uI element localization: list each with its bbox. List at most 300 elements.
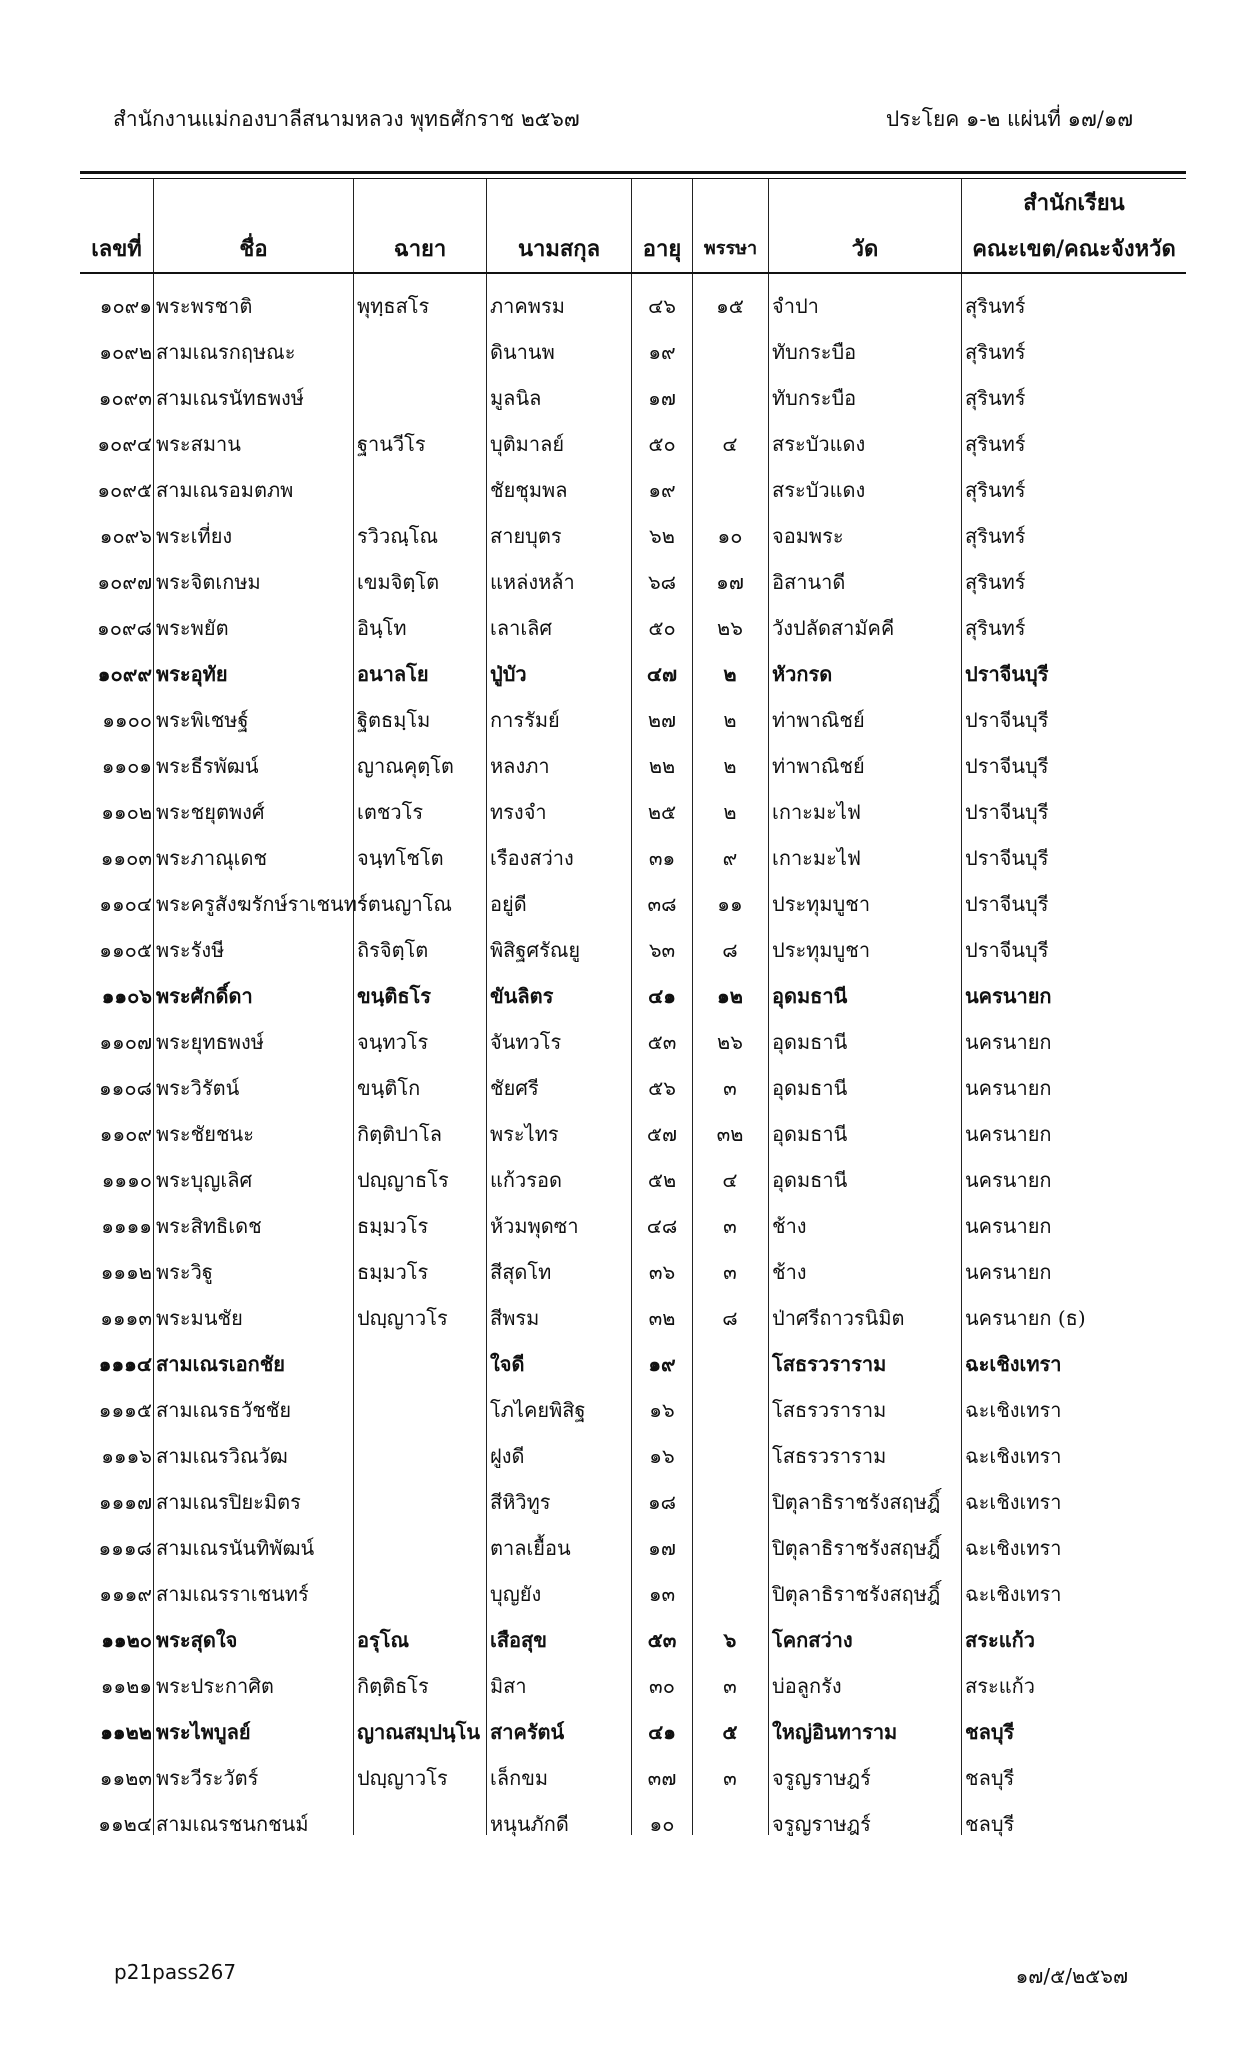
cell-office: ปราจีนบุรี (965, 800, 1049, 824)
cell-surname: ตาลเยื้อน (490, 1536, 571, 1560)
cell-office: ฉะเชิงเทรา (965, 1444, 1062, 1468)
cell-no: ๑๐๙๒ (99, 340, 152, 364)
cell-chaya: ปญฺญาวโร (357, 1766, 448, 1790)
cell-wat: ประทุมบูชา (772, 892, 871, 916)
table-row (80, 372, 1186, 418)
table-row (80, 418, 1186, 464)
table-row (80, 280, 1186, 326)
cell-no: ๑๑๐๒ (101, 800, 152, 824)
cell-surname: ชัยชุมพล (490, 478, 568, 502)
column-header-name: ชื่อ (239, 236, 268, 262)
cell-surname: บุติมาลย์ (490, 432, 565, 456)
table-row (80, 1522, 1186, 1568)
cell-name: สามเณรเอกชัย (156, 1352, 286, 1376)
cell-pansa: ๑๗ (716, 570, 744, 594)
cell-age: ๑๓ (648, 1582, 676, 1606)
table-row (80, 694, 1186, 740)
cell-name: สามเณรปิยะมิตร (156, 1490, 301, 1514)
cell-age: ๑๙ (648, 478, 676, 502)
cell-office: สุรินทร์ (965, 432, 1026, 456)
cell-wat: หัวกรด (772, 662, 833, 686)
cell-office: ปราจีนบุรี (965, 938, 1049, 962)
document-header-left: สำนักงานแม่กองบาลีสนามหลวง พุทธศักราช ๒๕๖๗ (113, 107, 580, 131)
cell-wat: โสธรวราราม (772, 1444, 887, 1468)
cell-no: ๑๑๑๖ (101, 1444, 152, 1468)
results-table (80, 179, 1186, 1835)
cell-age: ๑๗ (648, 386, 676, 410)
cell-name: พระสมาน (156, 432, 241, 456)
cell-no: ๑๑๐๐ (102, 708, 152, 732)
cell-wat: อิสานาดี (772, 570, 846, 594)
table-row (80, 648, 1186, 694)
cell-pansa: ๒ (723, 708, 737, 732)
column-header-pansa: พรรษา (703, 238, 758, 259)
cell-chaya: ปญฺญาวโร (357, 1306, 448, 1330)
cell-surname: มิสา (490, 1674, 527, 1698)
cell-age: ๑๙ (648, 1352, 676, 1376)
cell-age: ๓๖ (648, 1260, 676, 1284)
cell-chaya: ธมฺมวโร (357, 1214, 429, 1238)
cell-surname: ชัยศรี (490, 1076, 539, 1100)
cell-no: ๑๑๑๓ (100, 1306, 152, 1330)
header-bottom-rule (80, 272, 1186, 274)
cell-pansa: ๒๖ (717, 616, 743, 640)
cell-office: สุรินทร์ (965, 478, 1026, 502)
cell-age: ๔๘ (646, 1214, 678, 1238)
cell-name: พระยุทธพงษ์ (156, 1030, 264, 1054)
cell-name: พระภาณุเดช (156, 846, 268, 870)
cell-wat: โคกสว่าง (772, 1628, 853, 1652)
table-row (80, 556, 1186, 602)
cell-office: สุรินทร์ (965, 386, 1026, 410)
cell-no: ๑๑๐๑ (101, 754, 152, 778)
cell-wat: โสธรวราราม (772, 1352, 887, 1376)
document-header-right: ประโยค ๑-๒ แผ่นที่ ๑๗/๑๗ (885, 107, 1133, 131)
table-row (80, 602, 1186, 648)
cell-office: นครนายก (965, 1030, 1052, 1054)
cell-age: ๑๖ (649, 1444, 675, 1468)
cell-pansa: ๓ (723, 1260, 737, 1284)
cell-name: พระไพบูลย์ (156, 1720, 251, 1744)
cell-pansa: ๘ (722, 938, 738, 962)
table-row (80, 1062, 1186, 1108)
cell-wat: จำปา (772, 294, 819, 318)
cell-surname: พิสิฐศรัณยู (490, 938, 581, 962)
cell-surname: บุญยัง (490, 1582, 542, 1606)
cell-name: สามเณรธวัชชัย (156, 1398, 292, 1422)
cell-office: ปราจีนบุรี (965, 708, 1049, 732)
cell-pansa: ๑๐ (717, 524, 743, 548)
table-row (80, 1292, 1186, 1338)
cell-no: ๑๐๙๔ (97, 432, 152, 456)
cell-office: นครนายก (ธ) (965, 1306, 1086, 1330)
cell-name: สามเณรนัทธพงษ์ (156, 386, 304, 410)
cell-chaya: รวิวณฺโณ (357, 524, 439, 548)
cell-age: ๕๐ (648, 616, 676, 640)
cell-surname: แก้วรอด (490, 1168, 562, 1192)
cell-name: พระพรชาติ (156, 294, 253, 318)
cell-wat: สระบัวแดง (772, 478, 866, 502)
cell-chaya: ฐานวีโร (357, 432, 426, 456)
cell-age: ๔๑ (648, 1720, 676, 1744)
table-row (80, 1246, 1186, 1292)
cell-office: ฉะเชิงเทรา (965, 1536, 1062, 1560)
cell-age: ๑๐ (649, 1812, 675, 1836)
cell-wat: ทับกระบือ (772, 340, 857, 364)
cell-name: พระจิตเกษม (156, 570, 261, 594)
table-row (80, 326, 1186, 372)
cell-office: ฉะเชิงเทรา (965, 1490, 1062, 1514)
cell-office: สุรินทร์ (965, 294, 1026, 318)
cell-name: สามเณรกฤษณะ (156, 340, 296, 364)
cell-name: พระสุดใจ (156, 1628, 238, 1652)
cell-office: นครนายก (965, 1260, 1052, 1284)
cell-office: นครนายก (965, 1076, 1052, 1100)
cell-office: สุรินทร์ (965, 616, 1026, 640)
cell-pansa: ๑๑ (717, 892, 743, 916)
table-row (80, 740, 1186, 786)
cell-pansa: ๖ (723, 1628, 737, 1652)
cell-wat: ท่าพาณิชย์ (772, 708, 865, 732)
cell-surname: ทรงจำ (490, 800, 547, 824)
cell-pansa: ๓ (723, 1076, 737, 1100)
table-body (80, 280, 1186, 1844)
cell-name: พระศักดิ์ดา (156, 984, 253, 1008)
cell-office: ฉะเชิงเทรา (965, 1582, 1062, 1606)
cell-office: ชลบุรี (965, 1766, 1015, 1790)
cell-name: พระวิฐู (156, 1260, 213, 1284)
cell-wat: ปิตุลาธิราชรังสฤษฎิ์ (772, 1490, 941, 1514)
cell-pansa: ๓ (723, 1674, 737, 1698)
cell-pansa: ๒๖ (717, 1030, 743, 1054)
cell-age: ๓๐ (649, 1674, 675, 1698)
cell-wat: ประทุมบูชา (772, 938, 871, 962)
table-row (80, 1384, 1186, 1430)
cell-office: ปราจีนบุรี (965, 662, 1049, 686)
cell-no: ๑๑๐๔ (99, 892, 152, 916)
cell-name: พระประกาศิต (156, 1674, 274, 1698)
table-row (80, 1016, 1186, 1062)
cell-wat: อุดมธานี (772, 1122, 848, 1146)
cell-name: พระสิทธิเดช (156, 1214, 262, 1238)
cell-surname: เสือสุข (490, 1628, 547, 1652)
cell-surname: สาครัตน์ (490, 1720, 565, 1744)
cell-pansa: ๒ (723, 800, 737, 824)
cell-no: ๑๑๒๔ (98, 1812, 152, 1836)
cell-pansa: ๓ (723, 1214, 737, 1238)
cell-name: พระพยัต (156, 616, 229, 640)
footer-code: p21pass267 (114, 1960, 237, 1984)
table-row (80, 970, 1186, 1016)
table-row (80, 832, 1186, 878)
cell-no: ๑๐๙๕ (97, 478, 152, 502)
cell-no: ๑๑๑๙ (99, 1582, 152, 1606)
cell-office: สุรินทร์ (965, 524, 1026, 548)
cell-wat: ทับกระบือ (772, 386, 857, 410)
cell-chaya: ขนฺติธโร (357, 984, 432, 1008)
cell-name: พระรังษี (156, 938, 225, 962)
cell-surname: เล็กขม (490, 1766, 549, 1790)
cell-no: ๑๐๙๓ (98, 386, 152, 410)
cell-chaya: ขนฺติโก (357, 1076, 421, 1100)
cell-age: ๖๘ (647, 570, 677, 594)
cell-name: สามเณรนันทิพัฒน์ (156, 1536, 315, 1560)
table-row (80, 1660, 1186, 1706)
cell-surname: สีหิวิทูร (490, 1490, 551, 1514)
cell-office: ปราจีนบุรี (965, 846, 1049, 870)
cell-surname: จันทวโร (490, 1030, 562, 1054)
cell-wat: โสธรวราราม (772, 1398, 887, 1422)
cell-age: ๖๒ (649, 524, 675, 548)
cell-no: ๑๑๑๔ (98, 1352, 152, 1376)
cell-office: นครนายก (965, 1168, 1052, 1192)
cell-wat: จรูญราษฎร์ (772, 1812, 871, 1836)
cell-chaya: อนาลโย (357, 662, 429, 686)
cell-office: ปราจีนบุรี (965, 892, 1049, 916)
cell-wat: ช้าง (772, 1260, 807, 1284)
cell-chaya: พุทฺธสโร (357, 294, 430, 318)
cell-no: ๑๑๑๒ (100, 1260, 152, 1284)
cell-name: พระวีระวัตร์ (156, 1766, 259, 1790)
cell-age: ๕๓ (647, 1628, 677, 1652)
cell-name: พระพิเชษฐ์ (156, 708, 249, 732)
cell-name: สามเณรราเชนทร์ (156, 1582, 309, 1606)
cell-surname: พระไทร (490, 1122, 559, 1146)
cell-age: ๒๒ (648, 754, 676, 778)
table-row (80, 510, 1186, 556)
cell-name: สามเณรวิณวัฒ (156, 1444, 288, 1468)
cell-age: ๓๗ (647, 1766, 677, 1790)
cell-name: พระชยุตพงศ์ (156, 800, 265, 824)
cell-age: ๓๘ (647, 892, 677, 916)
cell-chaya: จนฺทโชโต (357, 846, 444, 870)
cell-surname: ขันลิตร (490, 984, 554, 1008)
cell-pansa: ๓ (723, 1766, 737, 1790)
cell-age: ๕๓ (647, 1030, 677, 1054)
cell-office: ฉะเชิงเทรา (965, 1398, 1062, 1422)
cell-wat: บ่อลูกรัง (772, 1674, 842, 1698)
cell-wat: ป่าศรีถาวรนิมิต (772, 1306, 905, 1330)
cell-office: ปราจีนบุรี (965, 754, 1049, 778)
column-header-surname: นามสกุล (517, 236, 601, 262)
cell-no: ๑๑๑๐ (101, 1168, 152, 1192)
cell-surname: ฝูงดี (490, 1444, 525, 1468)
header-rule-thick (80, 171, 1186, 174)
cell-surname: โภไคยพิสิฐ (490, 1398, 586, 1422)
cell-name: สามเณรชนกชนม์ (156, 1812, 309, 1836)
cell-office: สุรินทร์ (965, 340, 1026, 364)
cell-office: นครนายก (965, 1122, 1052, 1146)
column-header-office-line2: คณะเขต/คณะจังหวัด (972, 236, 1176, 262)
cell-name: พระชัยชนะ (156, 1122, 254, 1146)
footer-date: ๑๗/๕/๒๕๖๗ (1015, 1964, 1128, 1988)
cell-name: พระอุทัย (156, 662, 228, 686)
table-row (80, 878, 1186, 924)
cell-surname: แหล่งหล้า (490, 570, 575, 594)
cell-pansa: ๑๕ (716, 294, 744, 318)
cell-chaya: รตนญาโณ (357, 892, 452, 916)
cell-surname: หนุนภักดี (490, 1812, 569, 1836)
cell-age: ๔๗ (646, 662, 678, 686)
cell-age: ๑๘ (647, 1490, 677, 1514)
cell-no: ๑๑๐๘ (98, 1076, 152, 1100)
cell-wat: ท่าพาณิชย์ (772, 754, 865, 778)
cell-age: ๓๑ (648, 846, 676, 870)
cell-pansa: ๔ (722, 1168, 738, 1192)
column-header-age: อายุ (642, 236, 682, 262)
cell-office: สระแก้ว (965, 1674, 1035, 1698)
cell-wat: อุดมธานี (772, 1168, 848, 1192)
cell-name: พระมนชัย (156, 1306, 243, 1330)
cell-surname: หลงภา (490, 754, 550, 778)
cell-surname: อยู่ดี (490, 892, 527, 916)
cell-chaya: ญาณสมฺปนฺโน (357, 1720, 480, 1744)
table-row (80, 464, 1186, 510)
table-row (80, 1706, 1186, 1752)
cell-no: ๑๑๐๙ (99, 1122, 152, 1146)
cell-surname: ห้วมพุดซา (490, 1214, 579, 1238)
cell-age: ๖๓ (648, 938, 676, 962)
cell-wat: อุดมธานี (772, 1030, 848, 1054)
cell-no: ๑๐๙๙ (97, 662, 152, 686)
cell-age: ๕๗ (646, 1122, 678, 1146)
cell-wat: เกาะมะไฟ (772, 846, 862, 870)
cell-pansa: ๒ (723, 662, 737, 686)
cell-wat: จรูญราษฎร์ (772, 1766, 871, 1790)
column-header-wat: วัด (851, 236, 879, 262)
cell-age: ๑๗ (648, 1536, 676, 1560)
cell-no: ๑๑๑๗ (98, 1490, 152, 1514)
cell-name: พระวิรัตน์ (156, 1076, 240, 1100)
cell-name: สามเณรอมตภพ (156, 478, 294, 502)
cell-surname: มูลนิล (490, 386, 542, 410)
cell-wat: จอมพระ (772, 524, 844, 548)
cell-wat: เกาะมะไฟ (772, 800, 862, 824)
cell-surname: สีพรม (490, 1306, 540, 1330)
cell-wat: ช้าง (772, 1214, 807, 1238)
cell-pansa: ๑๒ (717, 984, 743, 1008)
cell-name: พระธีรพัฒน์ (156, 754, 259, 778)
table-row (80, 924, 1186, 970)
cell-surname: ปู่บัว (490, 662, 527, 686)
cell-wat: ใหญ่อินทาราม (772, 1720, 898, 1744)
cell-no: ๑๐๙๑ (99, 294, 152, 318)
table-row (80, 1338, 1186, 1384)
cell-wat: ปิตุลาธิราชรังสฤษฎิ์ (772, 1536, 941, 1560)
table-row (80, 1108, 1186, 1154)
cell-no: ๑๑๒๒ (100, 1720, 152, 1744)
cell-office: สุรินทร์ (965, 570, 1026, 594)
cell-pansa: ๘ (722, 1306, 738, 1330)
cell-name: พระบุญเลิศ (156, 1168, 253, 1192)
cell-age: ๔๑ (648, 984, 676, 1008)
table-row (80, 1154, 1186, 1200)
cell-chaya: ฐิตธมฺโม (357, 708, 431, 732)
cell-age: ๕๖ (648, 1076, 676, 1100)
cell-no: ๑๑๐๕ (99, 938, 152, 962)
cell-no: ๑๐๙๖ (99, 524, 152, 548)
cell-chaya: จนฺทวโร (357, 1030, 429, 1054)
cell-age: ๔๖ (648, 294, 676, 318)
table-row (80, 1798, 1186, 1844)
cell-surname: เรืองสว่าง (490, 846, 574, 870)
cell-chaya: เตชวโร (357, 800, 424, 824)
cell-no: ๑๑๑๑ (101, 1214, 152, 1238)
cell-wat: อุดมธานี (772, 984, 848, 1008)
cell-chaya: เขมจิตฺโต (357, 570, 440, 594)
cell-chaya: อรุโณ (357, 1628, 410, 1652)
cell-surname: เลาเลิศ (490, 616, 553, 640)
cell-office: นครนายก (965, 1214, 1052, 1238)
cell-no: ๑๑๑๕ (98, 1398, 152, 1422)
cell-office: นครนายก (965, 984, 1052, 1008)
table-row (80, 1200, 1186, 1246)
column-header-office-line1: สำนักเรียน (1023, 190, 1125, 216)
table-row (80, 1752, 1186, 1798)
cell-surname: ภาคพรม (490, 294, 565, 318)
cell-no: ๑๑๒๐ (101, 1628, 152, 1652)
table-row (80, 1476, 1186, 1522)
cell-chaya: กิตฺติปาโล (357, 1122, 443, 1146)
cell-surname: ใจดี (490, 1352, 525, 1376)
cell-office: สระแก้ว (965, 1628, 1035, 1652)
cell-chaya: ถิรจิตฺโต (357, 938, 429, 962)
column-header-chaya: ฉายา (393, 236, 447, 262)
cell-age: ๕๐ (648, 432, 676, 456)
cell-surname: สีสุดโท (490, 1260, 552, 1284)
cell-age: ๒๕ (647, 800, 677, 824)
cell-no: ๑๑๐๖ (101, 984, 152, 1008)
cell-surname: สายบุตร (490, 524, 562, 548)
table-row (80, 1614, 1186, 1660)
cell-no: ๑๐๙๗ (97, 570, 152, 594)
cell-name: พระเที่ยง (156, 524, 233, 548)
cell-no: ๑๐๙๘ (97, 616, 152, 640)
cell-wat: สระบัวแดง (772, 432, 866, 456)
cell-no: ๑๑๒๑ (100, 1674, 152, 1698)
cell-name: พระครูสังฆรักษ์ราเชนทร์ (156, 892, 368, 916)
cell-no: ๑๑๐๓ (100, 846, 152, 870)
cell-wat: ปิตุลาธิราชรังสฤษฎิ์ (772, 1582, 941, 1606)
cell-wat: วังปลัดสามัคคี (772, 616, 895, 640)
cell-no: ๑๑๑๘ (98, 1536, 152, 1560)
cell-wat: อุดมธานี (772, 1076, 848, 1100)
cell-pansa: ๓๒ (716, 1122, 744, 1146)
column-header-no: เลขที่ (91, 236, 142, 262)
cell-age: ๑๙ (648, 340, 676, 364)
cell-surname: ดินานพ (490, 340, 555, 364)
cell-office: ฉะเชิงเทรา (965, 1352, 1062, 1376)
cell-age: ๒๗ (647, 708, 677, 732)
cell-pansa: ๙ (722, 846, 738, 870)
cell-surname: การรัมย์ (490, 708, 560, 732)
cell-office: ชลบุรี (965, 1812, 1015, 1836)
cell-age: ๓๒ (648, 1306, 676, 1330)
cell-office: ชลบุรี (965, 1720, 1015, 1744)
cell-no: ๑๑๐๗ (99, 1030, 152, 1054)
cell-pansa: ๒ (723, 754, 737, 778)
table-row (80, 1430, 1186, 1476)
cell-pansa: ๔ (722, 432, 738, 456)
table-row (80, 786, 1186, 832)
cell-chaya: ปญฺญาธโร (357, 1168, 449, 1192)
cell-chaya: อินฺโท (357, 616, 407, 640)
cell-no: ๑๑๒๓ (99, 1766, 152, 1790)
cell-chaya: กิตฺติธโร (357, 1674, 429, 1698)
table-row (80, 1568, 1186, 1614)
cell-age: ๕๒ (647, 1168, 677, 1192)
cell-chaya: ญาณคุตฺโต (357, 754, 454, 778)
